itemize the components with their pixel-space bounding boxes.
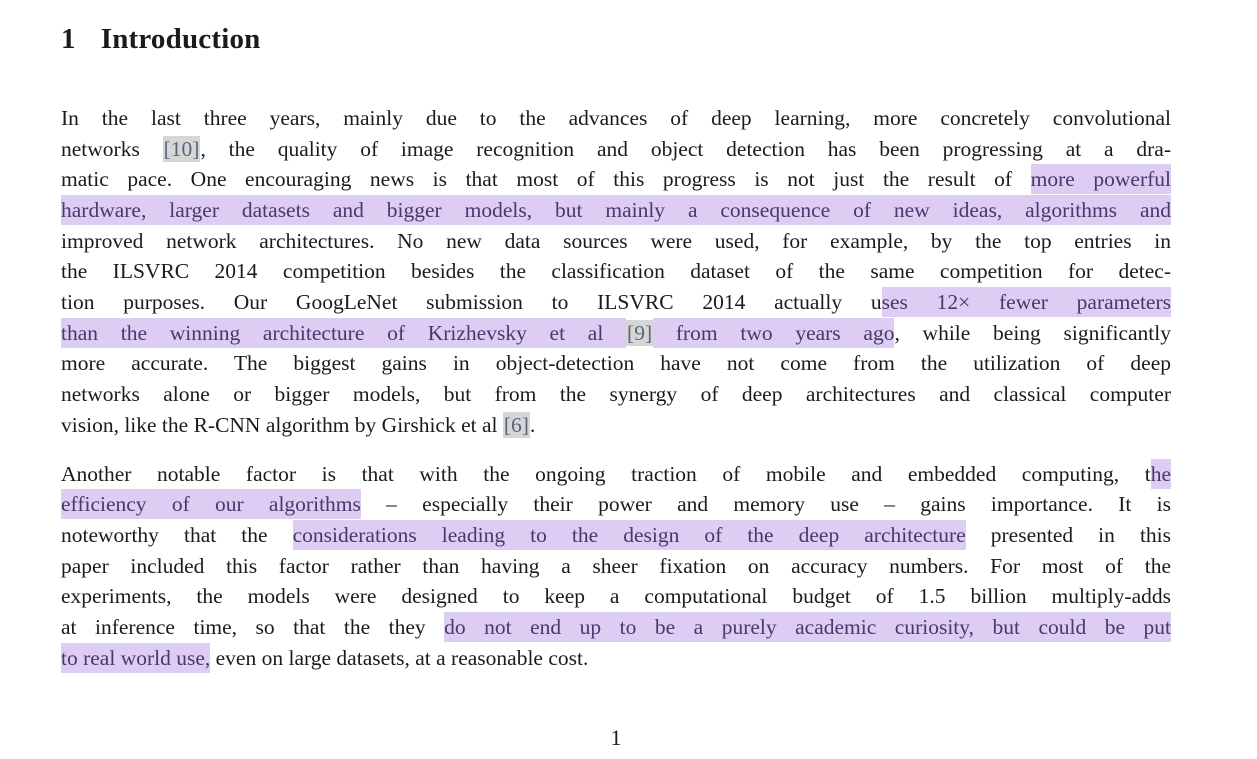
text-segment: the ILSVRC 2014 competition besides the classification dataset of the same competition for detec- [61,259,1171,284]
text-line [61,643,1171,674]
text-segment: tion purposes. Our GoogLeNet submission to ILSVRC 2014 actually u [61,290,882,315]
text-line [61,134,1171,165]
text-segment: more accurate. The biggest gains in object-detection have not come from the utilization of deep [61,351,1171,376]
highlight-annotation: do not end up to be a purely academic curiosity, but could be put [444,612,1171,642]
paragraphs [61,103,1171,674]
text-line [61,195,1171,226]
text-line [61,551,1171,582]
text-line [61,379,1171,410]
text-line [61,459,1171,490]
text-segment: . [529,412,536,437]
text-segment: even on large datasets, at a reasonable cost. [210,645,589,670]
text-line [61,348,1171,379]
text-segment: noteworthy that the [61,522,293,547]
highlight-annotation: considerations leading to the design of the deep architecture [293,520,966,550]
text-segment: improved network architectures. No new data sources were used, for example, by the top entries in [61,228,1171,253]
text-line [61,410,1171,441]
text-line [61,287,1171,318]
text-line [61,103,1171,134]
text-segment: matic pace. One encouraging news is that most of this progress is not just the result of [61,167,1031,192]
text-line [61,318,1171,349]
section-heading [61,22,1170,57]
text-line [61,164,1171,195]
text-line [61,256,1171,287]
text-line [61,520,1171,551]
text-line [61,612,1171,643]
text-line [61,226,1171,257]
text-segment: Another notable factor is that with the ongoing traction of mobile and embedded computing, t [61,461,1151,486]
text-segment: In the last three years, mainly due to the advances of deep learning, more concretely convolutional [61,105,1171,130]
text-segment: networks alone or bigger models, but from the synergy of deep architectures and classical computer [61,382,1171,407]
text-segment: , while being significantly [894,320,1172,345]
highlight-annotation: efficiency of our algorithms [61,489,361,519]
text-segment: networks [61,136,163,161]
citation-link[interactable]: [9] [627,320,653,345]
text-segment: paper included this factor rather than having a sheer fixation on accuracy numbers. For most of the [61,553,1171,578]
paragraph [61,103,1171,441]
highlight-annotation: more powerful [1031,164,1171,194]
highlight-annotation: ses 12× fewer parameters [882,287,1171,317]
highlight-annotation: than the winning architecture of Krizhevsky et al [61,318,626,348]
paragraph [61,459,1171,674]
highlight-annotation: to real world use, [61,643,210,673]
text-line [61,489,1171,520]
citation-link[interactable]: [10] [163,136,200,161]
text-segment: experiments, the models were designed to keep a computational budget of 1.5 billion multiply-adds [61,584,1171,609]
text-segment: at inference time, so that the they [61,615,445,640]
section-number: 1 [61,23,76,55]
highlight-annotation: he [1151,459,1171,489]
text-line [61,581,1171,612]
text-segment: – especially their power and memory use – gains importance. It is [360,492,1171,517]
highlight-annotation: hardware, larger datasets and bigger models, but mainly a consequence of new ideas, algorithms and [61,195,1171,225]
highlight-annotation: from two years ago [653,318,894,348]
citation-link[interactable]: [6] [503,412,529,437]
section-title: Introduction [100,23,261,55]
text-segment: , the quality of image recognition and object detection has been progressing at a dra- [200,136,1171,161]
page-number: 1 [610,725,622,750]
text-segment: vision, like the R-CNN algorithm by Girshick et al [61,412,503,437]
text-segment: presented in this [965,522,1172,547]
